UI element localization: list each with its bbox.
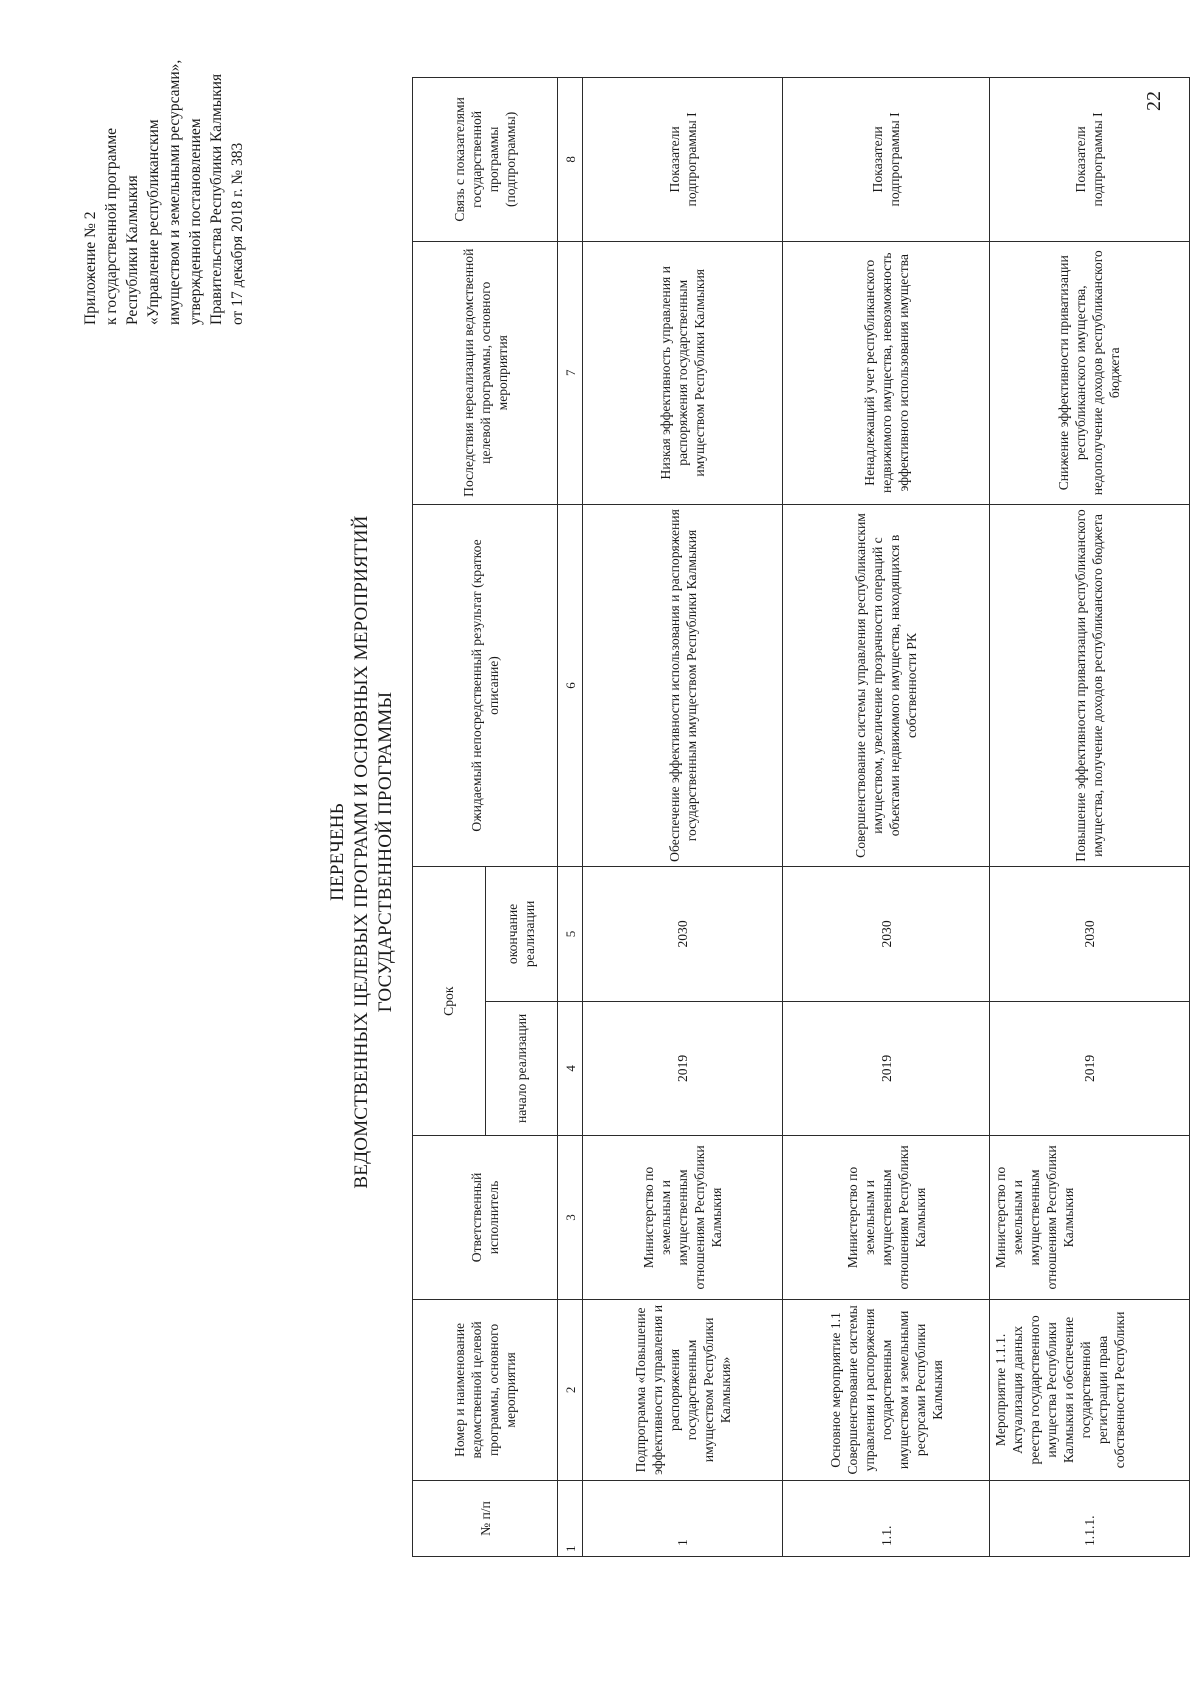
- row-executor: Министерство по земельным и имущественным отношениям Республики Калмыкия: [989, 1136, 1189, 1300]
- annex-line: «Управление республиканским: [145, 119, 162, 325]
- column-number: 1: [558, 1481, 583, 1557]
- header-name: Номер и наименование ведомственной целевой программы, основного мероприятия: [413, 1299, 558, 1480]
- column-number: 6: [558, 504, 583, 866]
- header-number: № п/п: [413, 1481, 558, 1557]
- annex-line: от 17 декабря 2018 г. № 383: [229, 142, 246, 325]
- row-executor: Министерство по земельным и имущественным отношениям Республики Калмыкия: [783, 1136, 989, 1300]
- row-end: 2030: [583, 867, 783, 1001]
- row-start: 2019: [989, 1001, 1189, 1135]
- annex-line: Правительства Республики Калмыкия: [208, 73, 225, 325]
- title-line-3: ГОСУДАРСТВЕННОЙ ПРОГРАММЫ: [375, 691, 396, 1013]
- row-number: 1.1.: [783, 1481, 989, 1557]
- row-result: Совершенствование системы управления республиканским имуществом, увеличение прозрачности операций с объектами недвижимого имущества, находящихся в собственности РК: [783, 504, 989, 866]
- title-line-2: ВЕДОМСТВЕННЫХ ЦЕЛЕВЫХ ПРОГРАММ И ОСНОВНЫХ МЕРОПРИЯТИЙ: [351, 515, 372, 1189]
- document-title: [326, 187, 398, 1517]
- annex-header: [80, 5, 248, 325]
- row-link: Показатели подпрограммы I: [989, 78, 1189, 242]
- row-name: Мероприятие 1.1.1. Актуализация данных реестра государственного имущества Республики Калмыкия и обеспечение государственной регистрации права собственности Республики: [989, 1299, 1189, 1480]
- row-number: 1.1.1.: [989, 1481, 1189, 1557]
- row-link: Показатели подпрограммы I: [583, 78, 783, 242]
- table-row: [583, 78, 783, 1557]
- row-end: 2030: [783, 867, 989, 1001]
- column-number: 8: [558, 78, 583, 242]
- page-number: 22: [1143, 91, 1165, 111]
- annex-line: имуществом и земельными ресурсами»,: [166, 59, 183, 325]
- row-start: 2019: [583, 1001, 783, 1135]
- header-row: [413, 78, 486, 1557]
- row-consequence: Ненадлежащий учет республиканского недвижимого имущества, невозможность эффективного использования имущества: [783, 241, 989, 504]
- row-result: Повышение эффективности приватизации республиканского имущества, получение доходов республиканского бюджета: [989, 504, 1189, 866]
- column-number: 4: [558, 1001, 583, 1135]
- programs-table: [412, 77, 1190, 1557]
- header-result: Ожидаемый непосредственный результат (краткое описание): [413, 504, 558, 866]
- row-end: 2030: [989, 867, 1189, 1001]
- table-row: [989, 78, 1189, 1557]
- annex-line: к государственной программе: [103, 127, 120, 325]
- header-end: окончание реализации: [485, 867, 558, 1001]
- column-number: 3: [558, 1136, 583, 1300]
- column-number: 7: [558, 241, 583, 504]
- row-consequence: Снижение эффективности приватизации республиканского имущества, недополучение доходов республиканского бюджета: [989, 241, 1189, 504]
- row-name: Подпрограмма «Повышение эффективности управления и распоряжения государственным имуществом Республики Калмыкия»: [583, 1299, 783, 1480]
- row-executor: Министерство по земельным и имущественным отношениям Республики Калмыкия: [583, 1136, 783, 1300]
- annex-line: утвержденной постановлением: [187, 118, 204, 325]
- header-consequence: Последствия нереализации ведомственной целевой программы, основного мероприятия: [413, 241, 558, 504]
- table-row: [783, 78, 989, 1557]
- column-number-row: [558, 78, 583, 1557]
- row-start: 2019: [783, 1001, 989, 1135]
- column-number: 5: [558, 867, 583, 1001]
- annex-line: Приложение № 2: [82, 211, 99, 325]
- header-term: Срок: [413, 867, 486, 1136]
- annex-line: Республики Калмыкия: [124, 175, 141, 325]
- row-result: Обеспечение эффективности использования и распоряжения государственным имуществом Республики Калмыкия: [583, 504, 783, 866]
- column-number: 2: [558, 1299, 583, 1480]
- header-link: Связь с показателями государственной программы (подпрограммы): [413, 78, 558, 242]
- title-line-1: ПЕРЕЧЕНЬ: [327, 803, 348, 901]
- row-name: Основное мероприятие 1.1 Совершенствование системы управления и распоряжения государственным имуществом и земельными ресурсами Республики Калмыкия: [783, 1299, 989, 1480]
- row-number: 1: [583, 1481, 783, 1557]
- row-consequence: Низкая эффективность управления и распоряжения государственным имуществом Республики Калмыкия: [583, 241, 783, 504]
- row-link: Показатели подпрограммы I: [783, 78, 989, 242]
- header-start: начало реализации: [485, 1001, 558, 1135]
- header-executor: Ответственный исполнитель: [413, 1136, 558, 1300]
